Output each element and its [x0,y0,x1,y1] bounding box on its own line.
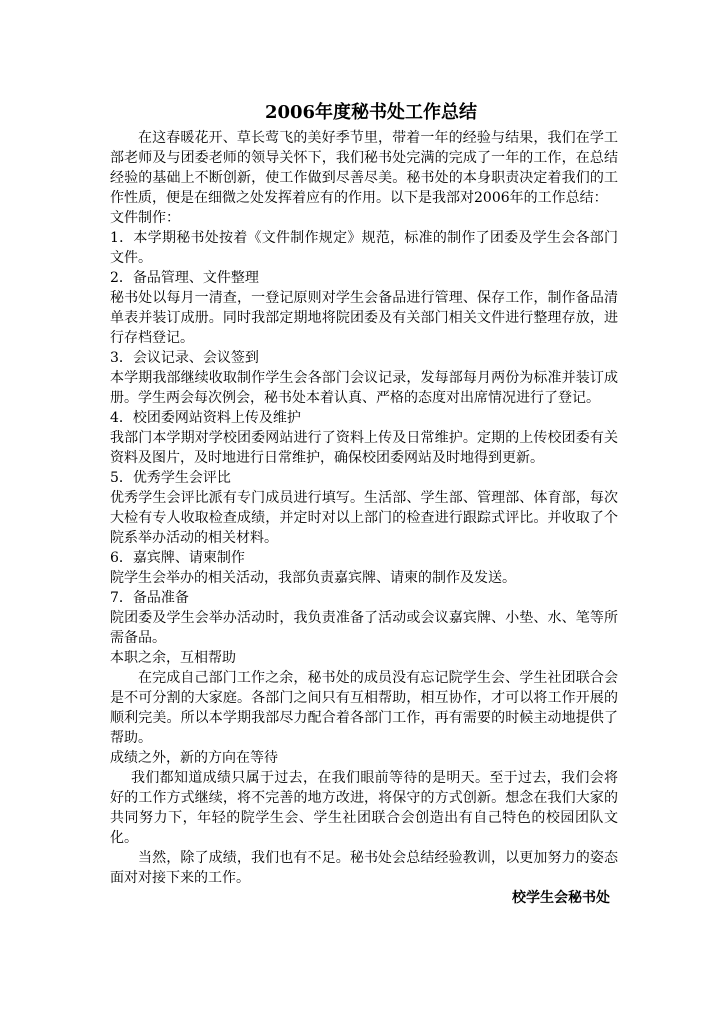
future-heading: 成绩之外，新的方向在等待 [110,750,278,766]
item-7-heading: 7．备品准备 [110,590,189,606]
document-title: 2006年度秘书处工作总结 [264,102,478,123]
mutual-help-body: 在完成自己部门工作之余，秘书处的成员没有忘记院学生会、学生社团联合会是不可分割的大家庭。各部门之间只有互相帮助，相互协作，才可以将工作开展的顺利完美。所以本学期我部尽力配合着各部门工作，再有需要的时候主动地提供了帮助。 [110,670,618,746]
intro-paragraph: 在这春暖花开、草长莺飞的美好季节里，带着一年的经验与结果，我们在学工部老师及与团委老师的领导关怀下，我们秘书处完满的完成了一年的工作，在总结经验的基础上不断创新，使工作做到尽善尽美。秘书处的本身职责决定着我们的工作性质，便是在细微之处发挥着应有的作用。以下是我部对2006年的工作总结： [110,130,618,206]
section-label: 文件制作： [110,210,180,226]
item-1-heading: 1．本学期秘书处按着《文件制作规定》规范，标准的制作了团委及学生会各部门文件。 [110,230,618,266]
item-3-body: 本学期我部继续收取制作学生会各部门会议记录，发每部每月两份为标准并装订成册。学生两会每次例会，秘书处本着认真、严格的态度对出席情况进行了登记。 [110,370,618,406]
signature: 校学生会秘书处 [512,890,610,906]
item-3-heading: 3．会议记录、会议签到 [110,350,259,366]
item-4-heading: 4．校团委网站资料上传及维护 [110,410,301,426]
document-body [110,100,618,908]
item-6-body: 院学生会举办的相关活动，我部负责嘉宾牌、请柬的制作及发送。 [110,570,516,586]
future-body-1: 我们都知道成绩只属于过去，在我们眼前等待的是明天。至于过去，我们会将好的工作方式继续，将不完善的地方改进，将保守的方式创新。想念在我们大家的共同努力下，年轻的院学生会、学生社团联合会创造出有自己特色的校园团队文化。 [110,770,618,846]
item-7-body: 院团委及学生会举办活动时，我负责准备了活动或会议嘉宾牌、小垫、水、笔等所需备品。 [110,610,618,646]
item-2-body: 秘书处以每月一清查，一登记原则对学生会备品进行管理、保存工作，制作备品清单表并装订成册。同时我部定期地将院团委及有关部门相关文件进行整理存放，进行存档登记。 [110,290,618,346]
future-body-2: 当然，除了成绩，我们也有不足。秘书处会总结经验教训，以更加努力的姿态面对对接下来的工作。 [110,850,618,886]
item-5-body: 优秀学生会评比派有专门成员进行填写。生活部、学生部、管理部、体育部，每次大检有专人收取检查成绩，并定时对以上部门的检查进行跟踪式评比。并收取了个院系举办活动的相关材料。 [110,490,618,546]
mutual-help-heading: 本职之余，互相帮助 [110,650,236,666]
item-6-heading: 6．嘉宾牌、请柬制作 [110,550,245,566]
item-2-heading: 2．备品管理、文件整理 [110,270,259,286]
item-5-heading: 5．优秀学生会评比 [110,470,231,486]
item-4-body: 我部门本学期对学校团委网站进行了资料上传及日常维护。定期的上传校团委有关资料及图片，及时地进行日常维护，确保校团委网站及时地得到更新。 [110,430,618,466]
